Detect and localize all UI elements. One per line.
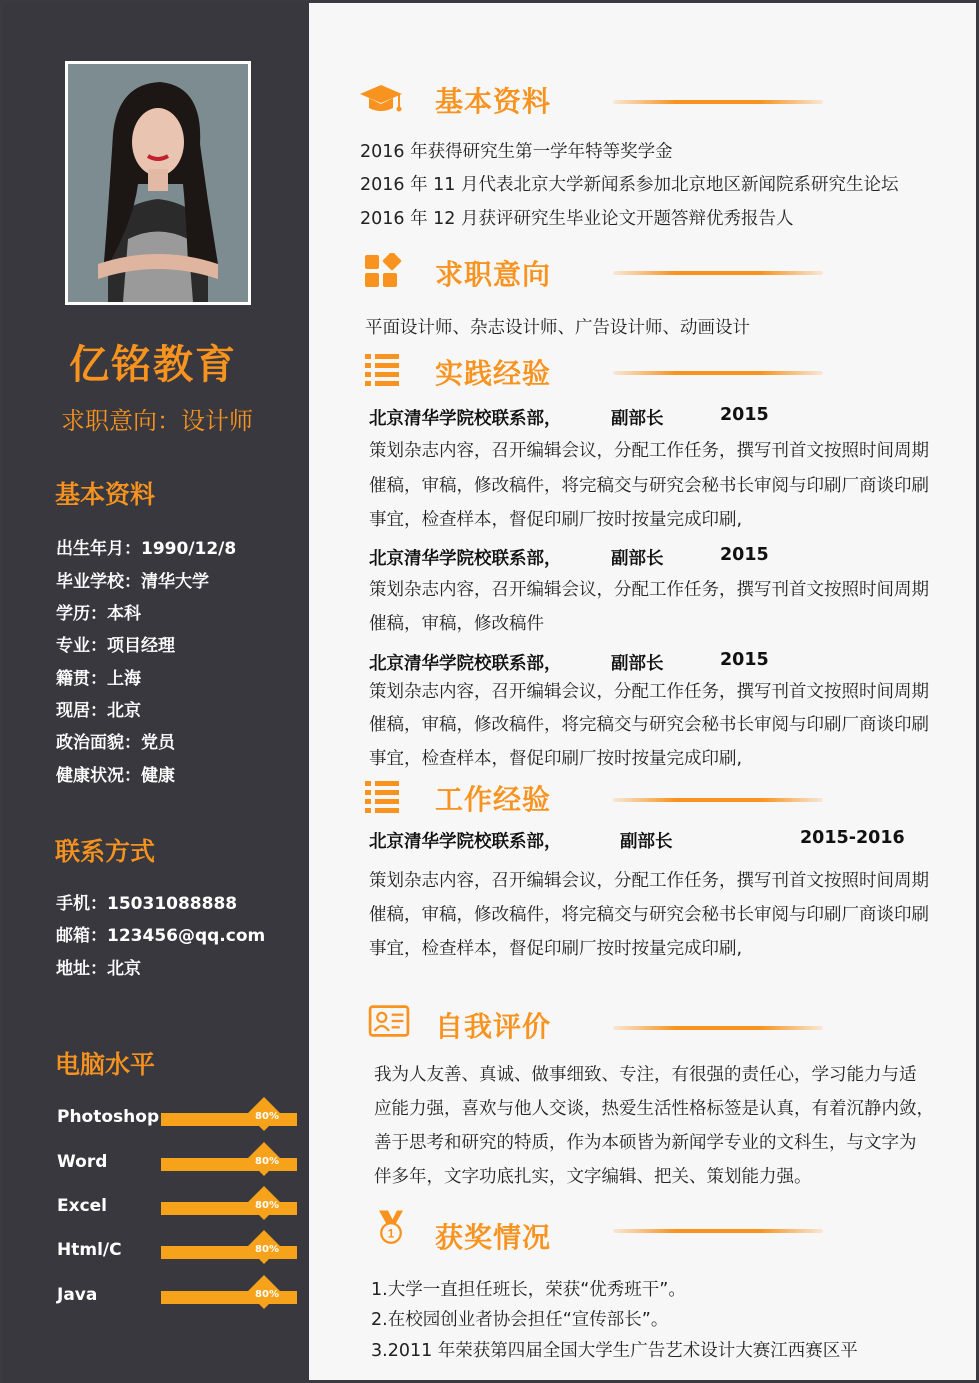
self-line: 我为人友善、真诚、做事细致、专注，有很强的责任心，学习能力与适 (374, 1065, 917, 1085)
contact-email: 邮箱：123456@qq.com (56, 926, 266, 946)
section-divider (613, 100, 823, 104)
entry-year: 2015 (720, 650, 769, 670)
skill-row (57, 1105, 302, 1135)
skill-row (57, 1238, 302, 1268)
work-line: 策划杂志内容，召开编辑会议，分配工作任务，撰写刊首文按照时间周期 (369, 871, 929, 891)
basic-info-item: 学历：本科 (56, 604, 141, 624)
self-line: 伴多年，文字功底扎实，文字编辑、把关、策划能力强。 (374, 1167, 812, 1187)
entry-line: 策划杂志内容，召开编辑会议，分配工作任务，撰写刊首文按照时间周期 (369, 580, 929, 600)
skill-percent: 80% (255, 1156, 279, 1167)
entry-year: 2015 (720, 545, 769, 565)
award-line: 1.大学一直担任班长，荣获“优秀班干”。 (371, 1280, 686, 1300)
id-card-icon (367, 1003, 411, 1039)
intent-text: 平面设计师、杂志设计师、广告设计师、动画设计 (365, 318, 750, 338)
section-title-work: 工作经验 (435, 783, 552, 816)
contact-phone: 手机：15031088888 (56, 894, 238, 914)
basic-info-item: 现居：北京 (56, 701, 141, 721)
list-icon (363, 351, 407, 387)
basic-line: 2016 年 12 月获评研究生毕业论文开题答辩优秀报告人 (360, 209, 794, 229)
entry-role: 副部长 (611, 549, 664, 569)
self-line: 应能力强，喜欢与他人交谈，热爱生活性格标签是认真，有着沉静内敛， (374, 1099, 934, 1119)
contact-heading: 联系方式 (55, 837, 156, 866)
entry-line: 事宜，检查样本，督促印刷厂按时按量完成印刷, (369, 510, 743, 530)
self-line: 善于思考和研究的特质，作为本硕皆为新闻学专业的文科生，与文字为 (374, 1133, 917, 1153)
basic-line: 2016 年 11 月代表北京大学新闻系参加北京地区新闻院系研究生论坛 (360, 175, 899, 195)
skill-percent: 80% (255, 1111, 279, 1122)
award-line: 3.2011 年荣获第四届全国大学生广告艺术设计大赛江西赛区平 (371, 1341, 858, 1361)
entry-line: 策划杂志内容，召开编辑会议，分配工作任务，撰写刊首文按照时间周期 (369, 441, 929, 461)
sidebar (3, 3, 309, 1383)
section-divider (613, 798, 823, 802)
contact-address: 地址：北京 (56, 959, 141, 979)
entry-org: 北京清华学院校联系部， (369, 654, 562, 674)
section-divider (613, 271, 823, 275)
entry-role: 副部长 (611, 654, 664, 674)
basic-info-item: 健康状况：健康 (56, 766, 175, 786)
work-year: 2015-2016 (800, 828, 905, 848)
grid-icon (363, 253, 407, 289)
section-divider (613, 1026, 823, 1030)
basic-info-item: 专业：项目经理 (56, 636, 175, 656)
section-title-intent: 求职意向 (435, 258, 552, 291)
basic-info-heading: 基本资料 (55, 480, 156, 509)
graduation-cap-icon (359, 81, 403, 117)
section-title-awards: 获奖情况 (435, 1221, 552, 1254)
medal-icon (369, 1209, 413, 1245)
skill-name: Java (57, 1285, 98, 1305)
person-name: 亿铭教育 (69, 342, 237, 388)
section-divider (613, 1229, 823, 1233)
skill-row (57, 1283, 302, 1313)
work-role: 副部长 (620, 832, 673, 852)
basic-info-item: 毕业学校：清华大学 (56, 572, 209, 592)
skill-percent: 80% (255, 1244, 279, 1255)
skill-percent: 80% (255, 1289, 279, 1300)
skill-row (57, 1150, 302, 1180)
skill-name: Photoshop (57, 1107, 160, 1127)
work-org: 北京清华学院校联系部， (369, 832, 562, 852)
basic-info-item: 出生年月：1990/12/8 (56, 539, 237, 559)
entry-line: 催稿，审稿，修改稿件，将完稿交与研究会秘书长审阅与印刷厂商谈印刷 (369, 476, 929, 496)
entry-org: 北京清华学院校联系部， (369, 409, 562, 429)
work-line: 事宜，检查样本，督促印刷厂按时按量完成印刷, (369, 939, 743, 959)
computer-skills-heading: 电脑水平 (55, 1050, 156, 1079)
list-icon (363, 778, 407, 814)
profile-photo (65, 61, 251, 305)
entry-role: 副部长 (611, 409, 664, 429)
skill-name: Word (57, 1152, 108, 1172)
basic-info-item: 政治面貌：党员 (56, 733, 175, 753)
section-divider (613, 371, 823, 375)
entry-line: 催稿，审稿，修改稿件，将完稿交与研究会秘书长审阅与印刷厂商谈印刷 (369, 715, 929, 735)
entry-org: 北京清华学院校联系部， (369, 549, 562, 569)
skill-name: Excel (57, 1196, 108, 1216)
entry-line: 催稿，审稿，修改稿件 (369, 614, 544, 634)
entry-line: 策划杂志内容，召开编辑会议，分配工作任务，撰写刊首文按照时间周期 (369, 682, 929, 702)
basic-line: 2016 年获得研究生第一学年特等奖学金 (360, 142, 673, 162)
entry-line: 事宜，检查样本，督促印刷厂按时按量完成印刷, (369, 749, 743, 769)
basic-info-item: 籍贯：上海 (56, 669, 141, 689)
work-line: 催稿，审稿，修改稿件，将完稿交与研究会秘书长审阅与印刷厂商谈印刷 (369, 905, 929, 925)
award-line: 2.在校园创业者协会担任“宣传部长”。 (371, 1310, 669, 1330)
section-title-basic: 基本资料 (435, 85, 552, 118)
entry-year: 2015 (720, 405, 769, 425)
skill-name: Html/C (57, 1240, 122, 1260)
skill-row (57, 1194, 302, 1224)
job-intent: 求职意向：设计师 (61, 407, 253, 435)
section-title-self: 自我评价 (435, 1010, 552, 1043)
section-title-practice: 实践经验 (435, 357, 552, 390)
skill-percent: 80% (255, 1200, 279, 1211)
svg-text:1: 1 (387, 1226, 395, 1241)
